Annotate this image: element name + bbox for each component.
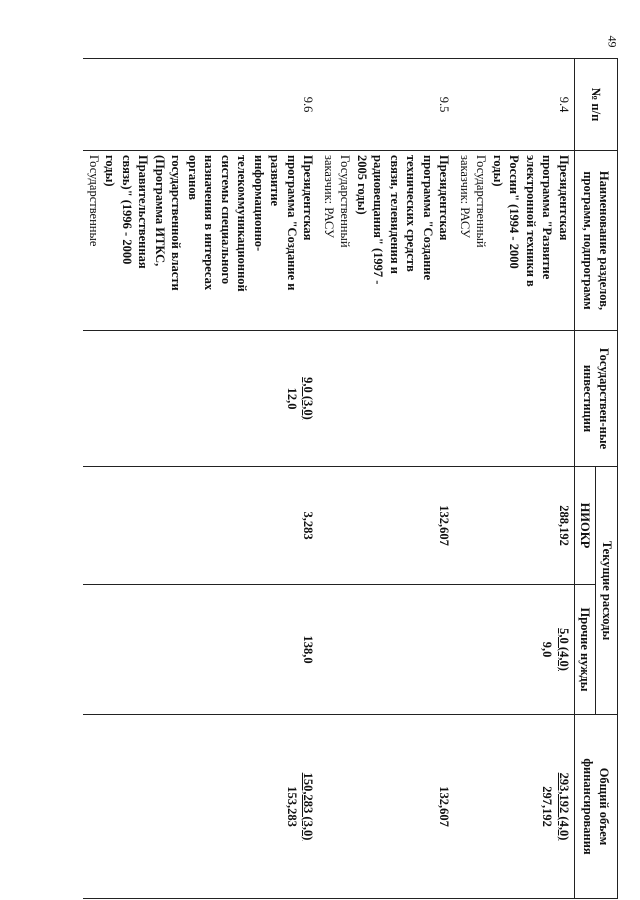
header-other: Прочие нужды (575, 585, 597, 715)
row-total: 132,607 (319, 715, 455, 899)
row-investments: 9,0 (3,0) 12,0 (84, 331, 319, 467)
row-other: 5,0 (4,0) 9,0 (455, 585, 575, 715)
row-num: 9.6 (84, 59, 319, 151)
header-total: Общий объем финансирования (575, 715, 618, 899)
header-current: Текущие расходы (596, 467, 618, 715)
table-row (455, 59, 575, 899)
row-other: 138,0 (84, 585, 319, 715)
rotated-page (18, 58, 618, 898)
row-total: 150,283 (3,0) 153,283 (84, 715, 319, 899)
header-num: № п/п (575, 59, 618, 151)
row-total: 293,192 (4,0) 297,192 (455, 715, 575, 899)
row-investments (455, 331, 575, 467)
row-num: 9.4 (455, 59, 575, 151)
financing-table (84, 58, 619, 899)
row-name: Президентская программа "Развитие электронной техники в России" (1994 - 2000 годы) Государственный заказчик: РАСУ (455, 151, 575, 331)
table-row (319, 59, 455, 899)
row-niokr: 288,192 (455, 467, 575, 585)
row-num: 9.5 (319, 59, 455, 151)
row-investments (319, 331, 455, 467)
row-name: Президентская программа "Создание технических средств связи, телевидения и радиовещания" (1997 - 2005 годы) Государственный заказчик: РАСУ (319, 151, 455, 331)
header-niokr: НИОКР (575, 467, 597, 585)
page-number: 49 (605, 35, 620, 48)
row-other (319, 585, 455, 715)
row-niokr: 3,283 (84, 467, 319, 585)
table-row (84, 59, 319, 899)
header-investments: Государствен-ные инвестиции (575, 331, 618, 467)
row-niokr: 132,607 (319, 467, 455, 585)
header-name: Наименование разделов, программ, подпрограмм (575, 151, 618, 331)
row-name: Президентская программа "Создание и развитие информационно- телекоммуникационной системы специального назначения в интересах органов государственной власти (Программа ИТКС, Правительственная связь)" (1996 - 2000 годы) Государственные (84, 151, 319, 331)
